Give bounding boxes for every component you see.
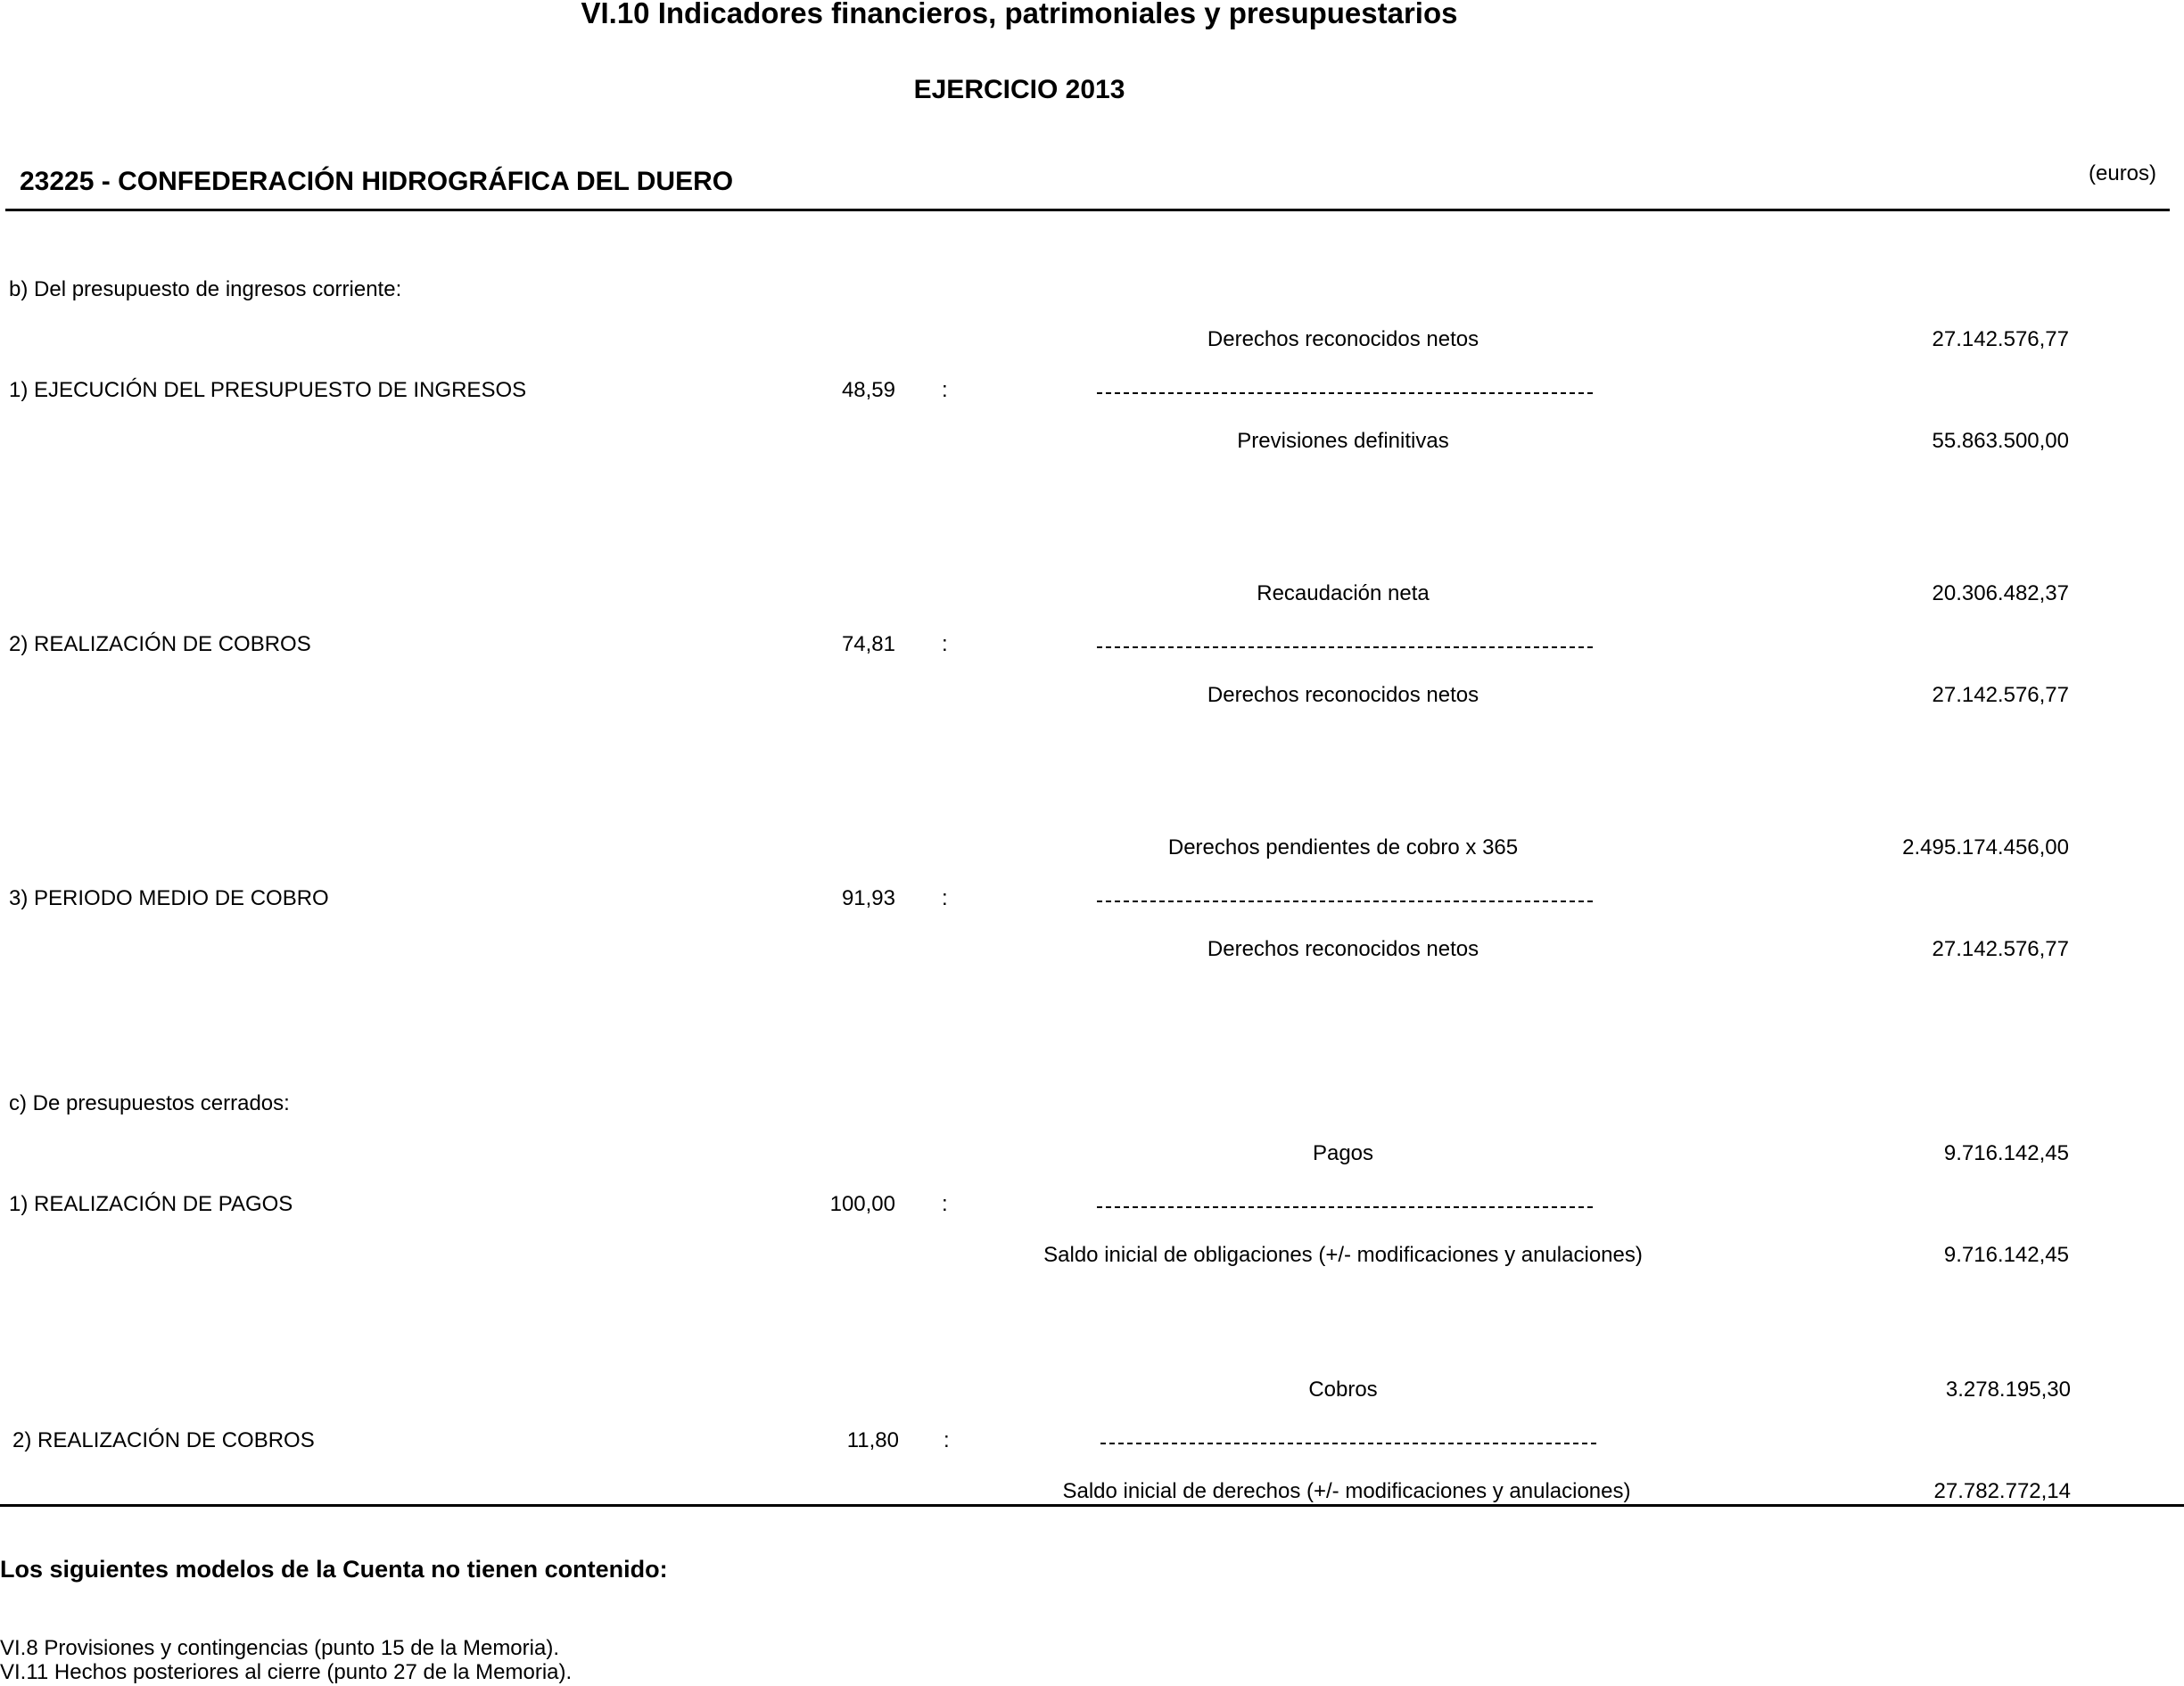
indicator-label: 2) REALIZACIÓN DE COBROS <box>9 632 311 656</box>
indicator-value: 74,81 <box>841 632 895 656</box>
indicator-value: 91,93 <box>841 886 895 910</box>
indicator-label: 1) REALIZACIÓN DE PAGOS <box>9 1192 293 1216</box>
numerator-label: Derechos pendientes de cobro x 365 <box>1167 835 1519 859</box>
indicator-label: 3) PERIODO MEDIO DE COBRO <box>9 886 329 910</box>
numerator-label: Pagos <box>1312 1141 1374 1165</box>
fraction-line <box>1100 1443 1596 1444</box>
numerator-label: Cobros <box>1308 1378 1378 1402</box>
page-title: VI.10 Indicadores financieros, patrimoniales y presupuestarios <box>581 0 1458 29</box>
numerator-label: Recaudación neta <box>1257 581 1430 605</box>
numerator-label: Derechos reconocidos netos <box>1207 327 1479 351</box>
entity-heading: 23225 - CONFEDERACIÓN HIDROGRÁFICA DEL DUERO <box>20 167 734 196</box>
indicator-colon: : <box>942 378 948 402</box>
denominator-amount: 27.782.772,14 <box>1933 1479 2071 1503</box>
header-divider <box>5 209 2170 211</box>
fraction-line <box>1097 646 1593 648</box>
section-c-heading: c) De presupuestos cerrados: <box>9 1091 290 1115</box>
numerator-amount: 27.142.576,77 <box>1932 327 2069 351</box>
indicator-colon: : <box>942 632 948 656</box>
no-content-heading: Los siguientes modelos de la Cuenta no tienen contenido: <box>0 1556 668 1583</box>
fraction-line <box>1097 901 1593 902</box>
fiscal-year-subtitle: EJERCICIO 2013 <box>913 75 1125 104</box>
indicator-value: 100,00 <box>829 1192 895 1216</box>
indicator-colon: : <box>942 1192 948 1216</box>
denominator-amount: 27.142.576,77 <box>1932 683 2069 707</box>
numerator-amount: 9.716.142,45 <box>1943 1141 2069 1165</box>
indicator-value: 48,59 <box>841 378 895 402</box>
denominator-label: Saldo inicial de obligaciones (+/- modificaciones y anulaciones) <box>1043 1243 1643 1267</box>
denominator-amount: 9.716.142,45 <box>1943 1243 2069 1267</box>
indicator-colon: : <box>942 886 948 910</box>
numerator-amount: 3.278.195,30 <box>1945 1378 2071 1402</box>
footer-list-item: VI.11 Hechos posteriores al cierre (punto 27 de la Memoria). <box>0 1660 573 1684</box>
numerator-amount: 20.306.482,37 <box>1932 581 2069 605</box>
table-bottom-divider <box>0 1504 2184 1507</box>
denominator-amount: 55.863.500,00 <box>1932 429 2069 453</box>
indicator-label: 2) REALIZACIÓN DE COBROS <box>12 1428 315 1452</box>
denominator-label: Saldo inicial de derechos (+/- modificaciones y anulaciones) <box>1062 1479 1631 1503</box>
denominator-label: Derechos reconocidos netos <box>1207 683 1479 707</box>
currency-units-label: (euros) <box>2089 161 2157 185</box>
denominator-label: Previsiones definitivas <box>1237 429 1449 453</box>
section-b-heading: b) Del presupuesto de ingresos corriente: <box>9 277 402 301</box>
indicator-colon: : <box>944 1428 950 1452</box>
fraction-line <box>1097 392 1593 394</box>
fraction-line <box>1097 1206 1593 1208</box>
indicator-value: 11,80 <box>846 1428 899 1452</box>
indicator-label: 1) EJECUCIÓN DEL PRESUPUESTO DE INGRESOS <box>9 378 527 402</box>
numerator-amount: 2.495.174.456,00 <box>1902 835 2069 859</box>
denominator-label: Derechos reconocidos netos <box>1207 937 1479 961</box>
denominator-amount: 27.142.576,77 <box>1932 937 2069 961</box>
footer-list-item: VI.8 Provisiones y contingencias (punto 15 de la Memoria). <box>0 1636 559 1660</box>
